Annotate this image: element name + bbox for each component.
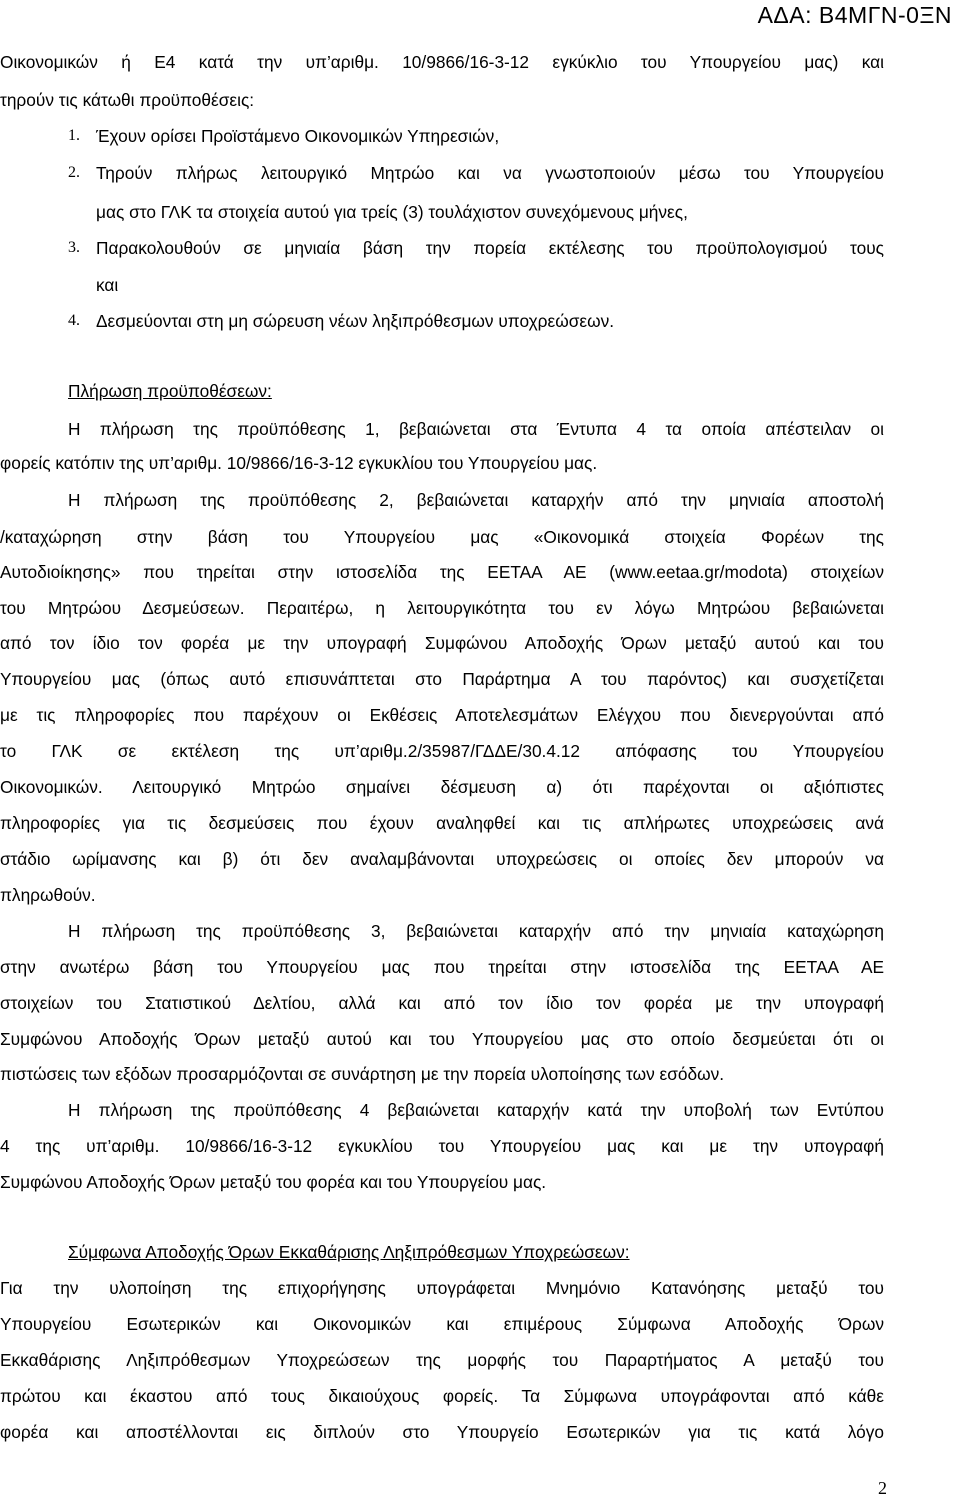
text-line: Για την υλοποίηση της επιχορήγησης υπογράφεται Μνημόνιο Κατανόησης μεταξύ του: [0, 1278, 884, 1298]
text-line: Η πλήρωση της προϋπόθεσης 2, βεβαιώνεται καταρχήν από την μηνιαία αποστολή: [68, 490, 884, 510]
list-item: Τηρούν πλήρως λειτουργικό Μητρώο και να γνωστοποιούν μέσω του Υπουργείου: [96, 163, 884, 183]
section-heading: Πλήρωση προϋποθέσεων:: [68, 381, 272, 401]
text-line: πρώτου και έκαστου από τους δικαιούχους φορείς. Τα Σύμφωνα υπογράφονται από κάθε: [0, 1386, 884, 1406]
text-line: Η πλήρωση της προϋπόθεσης 4 βεβαιώνεται καταρχήν κατά την υποβολή των Εντύπου: [68, 1100, 884, 1120]
text-line: τηρούν τις κάτωθι προϋποθέσεις:: [0, 90, 255, 110]
text-line: με τις πληροφορίες που παρέχουν οι Εκθέσεις Αποτελεσμάτων Ελέγχου που διενεργούνται από: [0, 705, 884, 725]
list-number: 2.: [68, 164, 80, 181]
text-line: /καταχώρηση στην βάση του Υπουργείου μας «Οικονομικά στοιχεία Φορέων της: [0, 527, 884, 547]
text-line: το ΓΛΚ σε εκτέλεση της υπ’αριθμ.2/35987/ΓΔΔΕ/30.4.12 απόφασης του Υπουργείου: [0, 741, 884, 761]
text-line: Συμφώνου Αποδοχής Όρων μεταξύ του φορέα και του Υπουργείου μας.: [0, 1172, 547, 1192]
page-number: 2: [878, 1478, 887, 1498]
text-line: Εκκαθάρισης Ληξιπρόθεσμων Υποχρεώσεων της μορφής του Παραρτήματος Α μεταξύ του: [0, 1350, 884, 1370]
ada-code: ΑΔΑ: Β4ΜΓΝ-0ΞΝ: [757, 2, 952, 28]
text-line: πιστώσεις των εξόδων προσαρμόζονται σε συνάρτηση με την πορεία υλοποίησης των εσόδων.: [0, 1064, 725, 1084]
text-line: Συμφώνου Αποδοχής Όρων μεταξύ αυτού και του Υπουργείου μας στο οποίο δεσμεύεται ότι οι: [0, 1029, 884, 1049]
text-line: πληροφορίες για τις δεσμεύσεις που έχουν αναληφθεί και τις απλήρωτες υποχρεώσεις ανά: [0, 813, 884, 833]
list-item: Έχουν ορίσει Προϊστάμενο Οικονομικών Υπηρεσιών,: [96, 126, 500, 146]
text-line: στην ανωτέρω βάση του Υπουργείου μας που τηρείται στην ιστοσελίδα της ΕΕΤΑΑ ΑΕ: [0, 957, 884, 977]
text-line: 4 της υπ’αριθμ. 10/9866/16-3-12 εγκυκλίου του Υπουργείου μας και με την υπογραφή: [0, 1136, 884, 1156]
list-item-continuation: και: [96, 275, 119, 295]
text-line: του Μητρώου Δεσμεύσεων. Περαιτέρω, η λειτουργικότητα του εν λόγω Μητρώου βεβαιώνεται: [0, 598, 884, 618]
list-item: Δεσμεύονται στη μη σώρευση νέων ληξιπρόθεσμων υποχρεώσεων.: [96, 311, 615, 331]
text-line: Οικονομικών. Λειτουργικό Μητρώο σημαίνει δέσμευση α) ότι παρέχονται οι αξιόπιστες: [0, 777, 884, 797]
text-line: Υπουργείου μας (όπως αυτό επισυνάπτεται στο Παράρτημα Α του παρόντος) και συσχετίζεται: [0, 669, 884, 689]
text-line: στάδιο ωρίμανσης και β) ότι δεν αναλαμβάνονται υποχρεώσεις οι οποίες δεν μπορούν να: [0, 849, 884, 869]
list-number: 3.: [68, 239, 80, 256]
text-line: πληρωθούν.: [0, 885, 96, 905]
text-line: Υπουργείου Εσωτερικών και Οικονομικών και επιμέρους Σύμφωνα Αποδοχής Όρων: [0, 1314, 884, 1334]
text-line: φορείς κατόπιν της υπ’αριθμ. 10/9866/16-3-12 εγκυκλίου του Υπουργείου μας.: [0, 453, 598, 473]
list-item: Παρακολουθούν σε μηνιαία βάση την πορεία εκτέλεσης του προϋπολογισμού τους: [96, 238, 884, 258]
list-number: 1.: [68, 127, 80, 144]
text-line: Αυτοδιοίκησης» που τηρείται στην ιστοσελίδα της ΕΕΤΑΑ ΑΕ (www.eetaa.gr/modota) στοιχείων: [0, 562, 884, 582]
text-line: Η πλήρωση της προϋπόθεσης 3, βεβαιώνεται καταρχήν από την μηνιαία καταχώρηση: [68, 921, 884, 941]
text-line: Οικονομικών ή Ε4 κατά την υπ’αριθμ. 10/9866/16-3-12 εγκύκλιο του Υπουργείου μας) και: [0, 52, 884, 72]
section-heading: Σύμφωνα Αποδοχής Όρων Εκκαθάρισης Ληξιπρόθεσμων Υποχρεώσεων:: [68, 1242, 630, 1262]
text-line: στοιχείων του Στατιστικού Δελτίου, αλλά και από τον ίδιο τον φορέα με την υπογραφή: [0, 993, 884, 1013]
text-line: από τον ίδιο τον φορέα με την υπογραφή Συμφώνου Αποδοχής Όρων μεταξύ αυτού και του: [0, 633, 884, 653]
text-line: Η πλήρωση της προϋπόθεσης 1, βεβαιώνεται στα Έντυπα 4 τα οποία απέστειλαν οι: [68, 419, 884, 439]
text-line: φορέα και αποστέλλονται εις διπλούν στο Υπουργείο Εσωτερικών για τις κατά λόγο: [0, 1422, 884, 1442]
list-item-continuation: μας στο ΓΛΚ τα στοιχεία αυτού για τρείς (3) τουλάχιστον συνεχόμενους μήνες,: [96, 202, 688, 222]
list-number: 4.: [68, 312, 80, 329]
